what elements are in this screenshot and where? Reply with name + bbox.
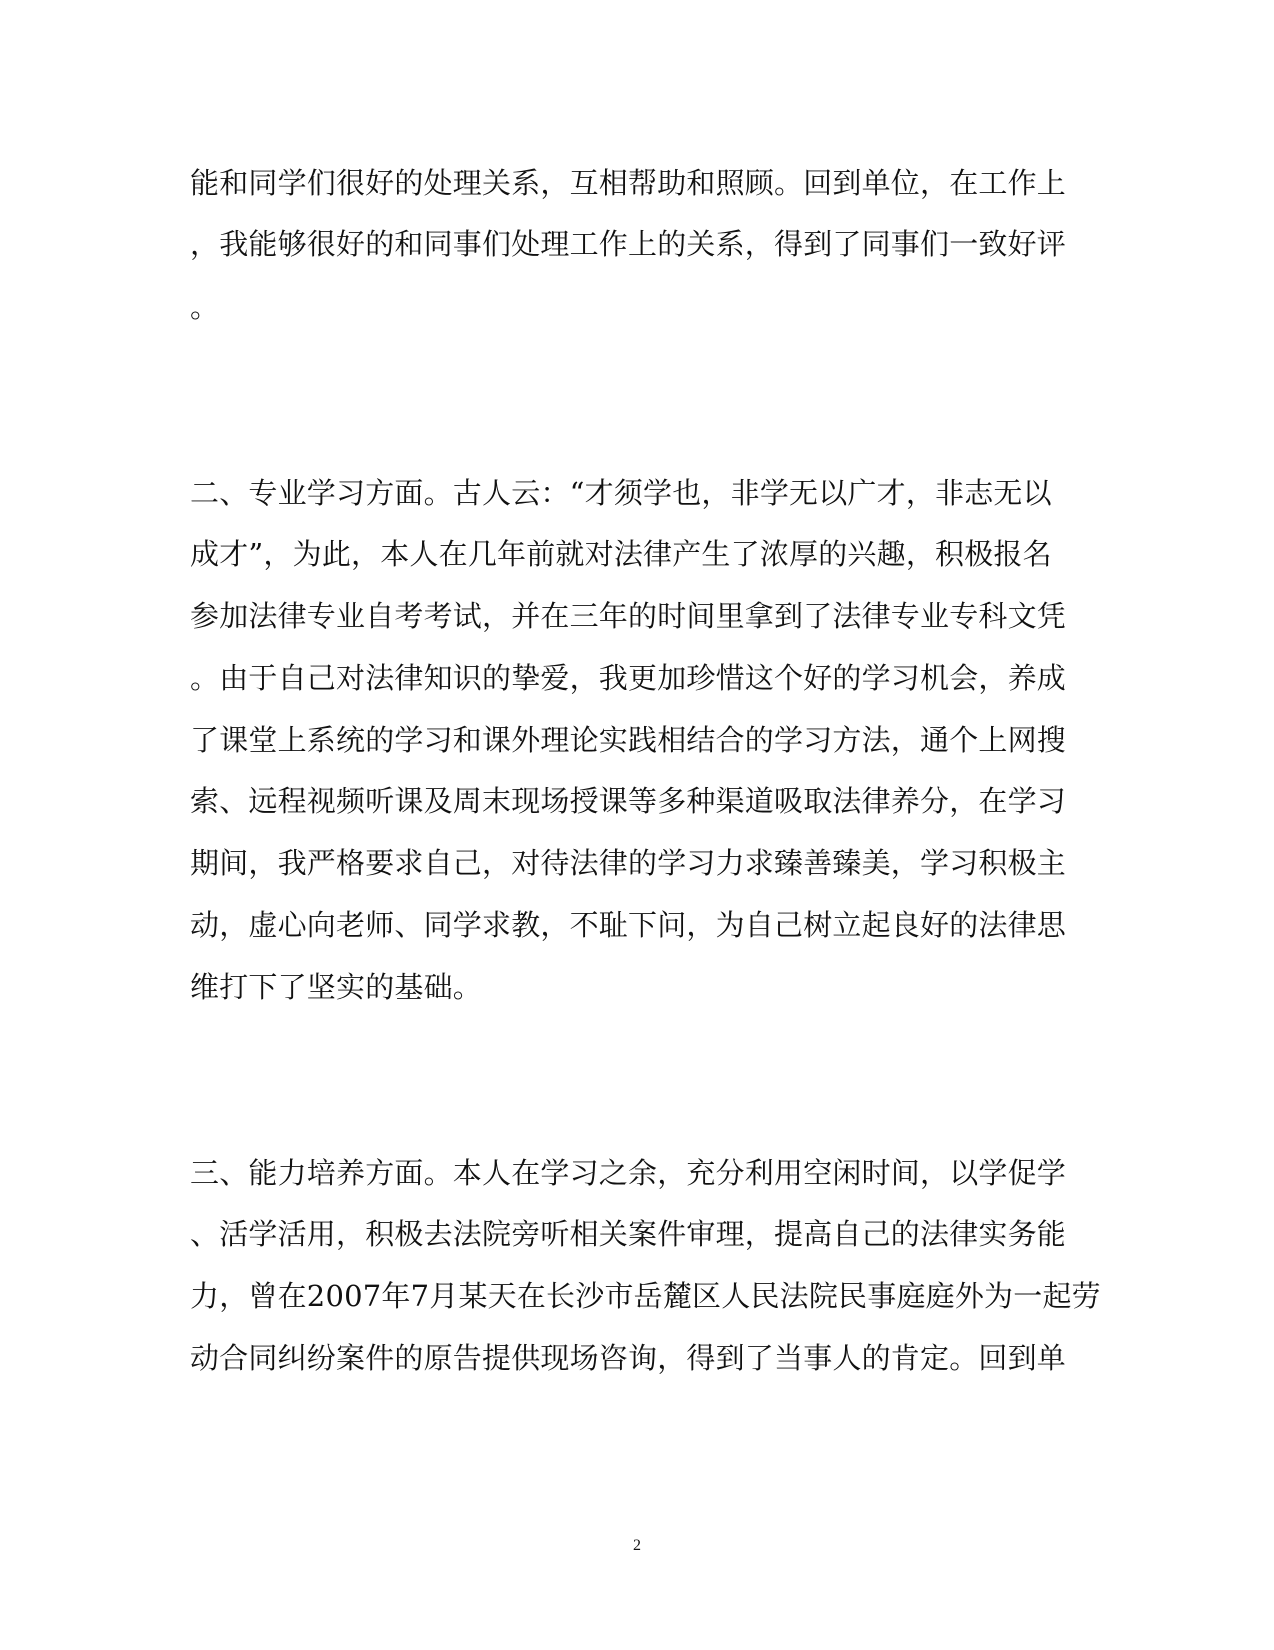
paragraph-3-line-4: 动合同纠纷案件的原告提供现场咨询，得到了当事人的肯定。回到单 [190, 1341, 1067, 1375]
paragraph-2-line-2: 成才”，为此，本人在几年前就对法律产生了浓厚的兴趣，积极报名 [190, 537, 1052, 571]
paragraph-2-line-3: 参加法律专业自考考试，并在三年的时间里拿到了法律专业专科文凭 [190, 599, 1067, 633]
paragraph-3-line-3: 力，曾在2007年7月某天在长沙市岳麓区人民法院民事庭庭外为一起劳 [190, 1279, 1101, 1313]
paragraph-3-line-1: 三、能力培养方面。本人在学习之余，充分利用空闲时间，以学促学 [190, 1156, 1067, 1190]
paragraph-1-line-1: 能和同学们很好的处理关系，互相帮助和照顾。回到单位，在工作上 [190, 166, 1067, 200]
paragraph-2-line-9: 维打下了坚实的基础。 [190, 970, 483, 1004]
paragraph-2-line-5: 了课堂上系统的学习和课外理论实践相结合的学习方法，通个上网搜 [190, 723, 1067, 757]
paragraph-2-line-7: 期间，我严格要求自己，对待法律的学习力求臻善臻美，学习积极主 [190, 846, 1067, 880]
page-number: 2 [633, 1537, 641, 1554]
paragraph-3-line-2: 、活学活用，积极去法院旁听相关案件审理，提高自己的法律实务能 [190, 1217, 1067, 1251]
paragraph-2-line-6: 索、远程视频听课及周末现场授课等多种渠道吸取法律养分，在学习 [190, 784, 1067, 818]
paragraph-1-line-2: ，我能够很好的和同事们处理工作上的关系，得到了同事们一致好评 [190, 227, 1067, 261]
paragraph-2-line-8: 动，虚心向老师、同学求教，不耻下问，为自己树立起良好的法律思 [190, 908, 1067, 942]
paragraph-1-line-3: 。 [190, 290, 220, 324]
paragraph-2-line-1: 二、专业学习方面。古人云：“才须学也，非学无以广才，非志无以 [190, 476, 1052, 510]
paragraph-2-line-4: 。由于自己对法律知识的挚爱，我更加珍惜这个好的学习机会，养成 [190, 661, 1067, 695]
